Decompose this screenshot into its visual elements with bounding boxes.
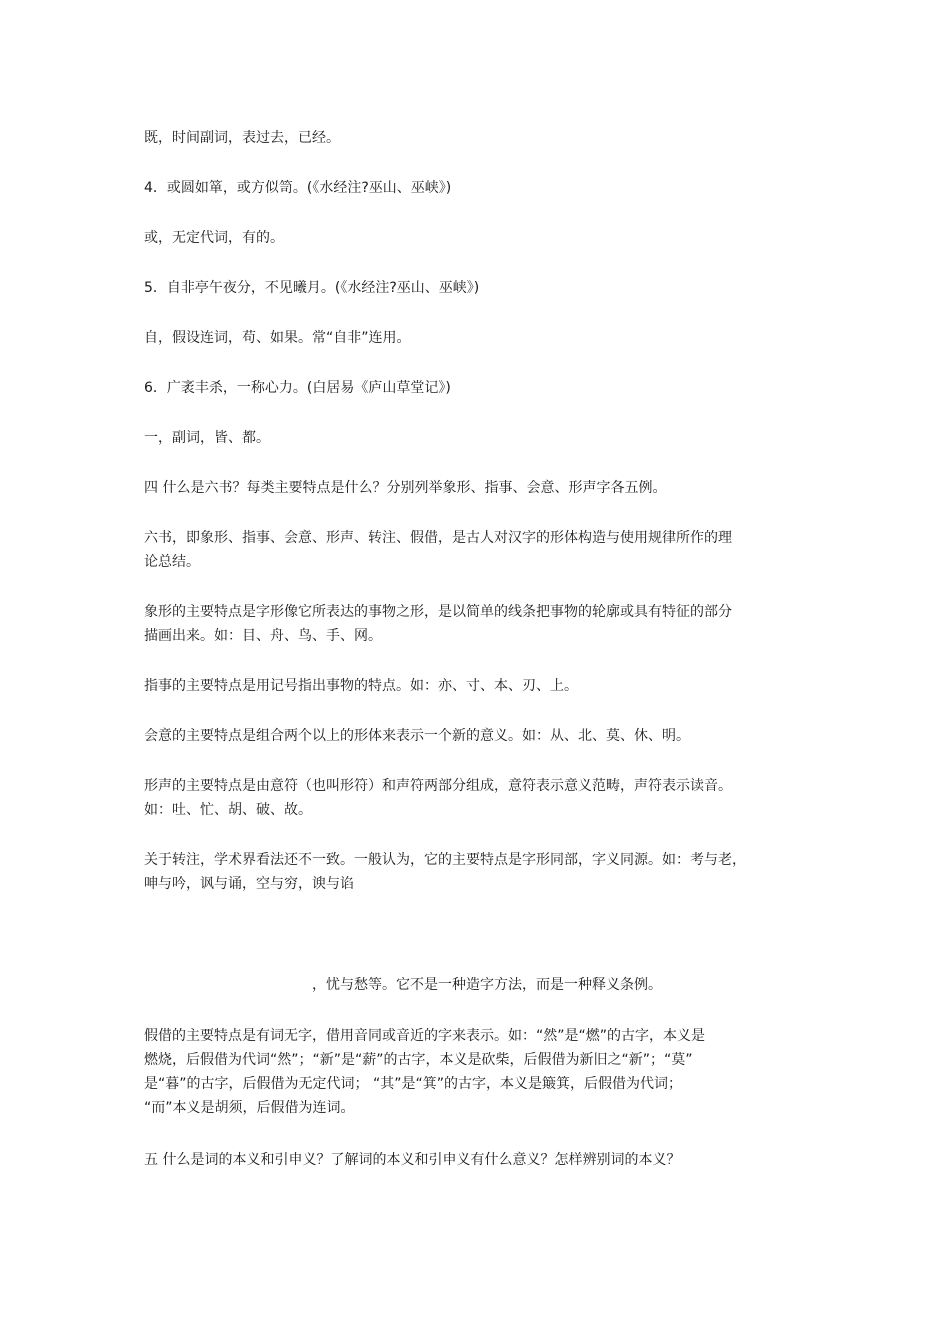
paragraph-yi-gloss [144, 426, 816, 450]
text-line: 六书，即象形、指事、会意、形声、转注、假借，是古人对汉字的形体构造与使用规律所作的理 [144, 530, 732, 546]
paragraph-zi-gloss [144, 326, 816, 350]
text-line: 四 什么是六书？每类主要特点是什么？分别列举象形、指事、会意、形声字各五例。 [144, 480, 667, 496]
paragraph-huo-gloss [144, 226, 816, 250]
paragraph-example-4 [144, 176, 816, 200]
text-line: 4．或圆如箪，或方似笥。(《水经注?巫山、巫峡》) [144, 180, 452, 196]
text-line: 或，无定代词，有的。 [144, 230, 284, 246]
section-heading-four [144, 476, 816, 500]
text-line: 一，副词，皆、都。 [144, 430, 270, 446]
text-line: 论总结。 [144, 554, 200, 570]
paragraph-zhuanzhu [144, 848, 816, 896]
paragraph-liushu-definition [144, 526, 816, 574]
paragraph-example-6 [144, 376, 816, 400]
paragraph-jiajie [144, 1024, 816, 1120]
text-line: 如：吐、忙、胡、破、故。 [144, 802, 312, 818]
text-line: 自，假设连词，苟、如果。常“自非”连用。 [144, 330, 411, 346]
paragraph-example-5 [144, 276, 816, 300]
text-line: 既，时间副词，表过去，已经。 [144, 130, 340, 146]
text-line: 象形的主要特点是字形像它所表达的事物之形，是以简单的线条把事物的轮廓或具有特征的部分 [144, 604, 732, 620]
paragraph-xingsheng [144, 774, 816, 822]
text-line: 关于转注，学术界看法还不一致。一般认为，它的主要特点是字形同部，字义同源。如：考与老， [144, 852, 746, 868]
paragraph-zhuanzhu-continued [144, 973, 816, 997]
text-line: 6．广袤丰杀，一称心力。(白居易《庐山草堂记》) [144, 380, 451, 396]
text-line: 会意的主要特点是组合两个以上的形体来表示一个新的意义。如：从、北、莫、休、明。 [144, 728, 690, 744]
text-line: 指事的主要特点是用记号指出事物的特点。如：亦、寸、本、刃、上。 [144, 678, 578, 694]
text-line: 呻与吟，讽与诵，空与穷，谀与谄 [144, 876, 354, 892]
text-line: 五 什么是词的本义和引申义？了解词的本义和引申义有什么意义？怎样辨别词的本义？ [144, 1152, 681, 1168]
text-line: 燃烧，后假借为代词“然”；“新”是“薪”的古字，本义是砍柴，后假借为新旧之“新”；“莫” [144, 1052, 693, 1068]
paragraph-huiyi [144, 724, 816, 748]
text-line: 假借的主要特点是有词无字，借用音同或音近的字来表示。如：“然”是“燃”的古字，本义是 [144, 1028, 706, 1044]
text-line: 形声的主要特点是由意符（也叫形符）和声符两部分组成，意符表示意义范畴，声符表示读音。 [144, 778, 732, 794]
text-line: “而”本义是胡须，后假借为连词。 [144, 1100, 355, 1116]
paragraph-ji-gloss [144, 126, 816, 150]
text-line: ，忧与愁等。它不是一种造字方法，而是一种释义条例。 [312, 977, 662, 993]
paragraph-zhishi [144, 674, 816, 698]
text-line: 是“暮”的古字，后假借为无定代词； “其”是“箕”的古字，本义是簸箕，后假借为代词； [144, 1076, 682, 1092]
paragraph-xiangxing [144, 600, 816, 648]
text-line: 5．自非亭午夜分，不见曦月。(《水经注?巫山、巫峡》) [144, 280, 480, 296]
text-line: 描画出来。如：目、舟、鸟、手、网。 [144, 628, 382, 644]
section-heading-five [144, 1148, 816, 1172]
